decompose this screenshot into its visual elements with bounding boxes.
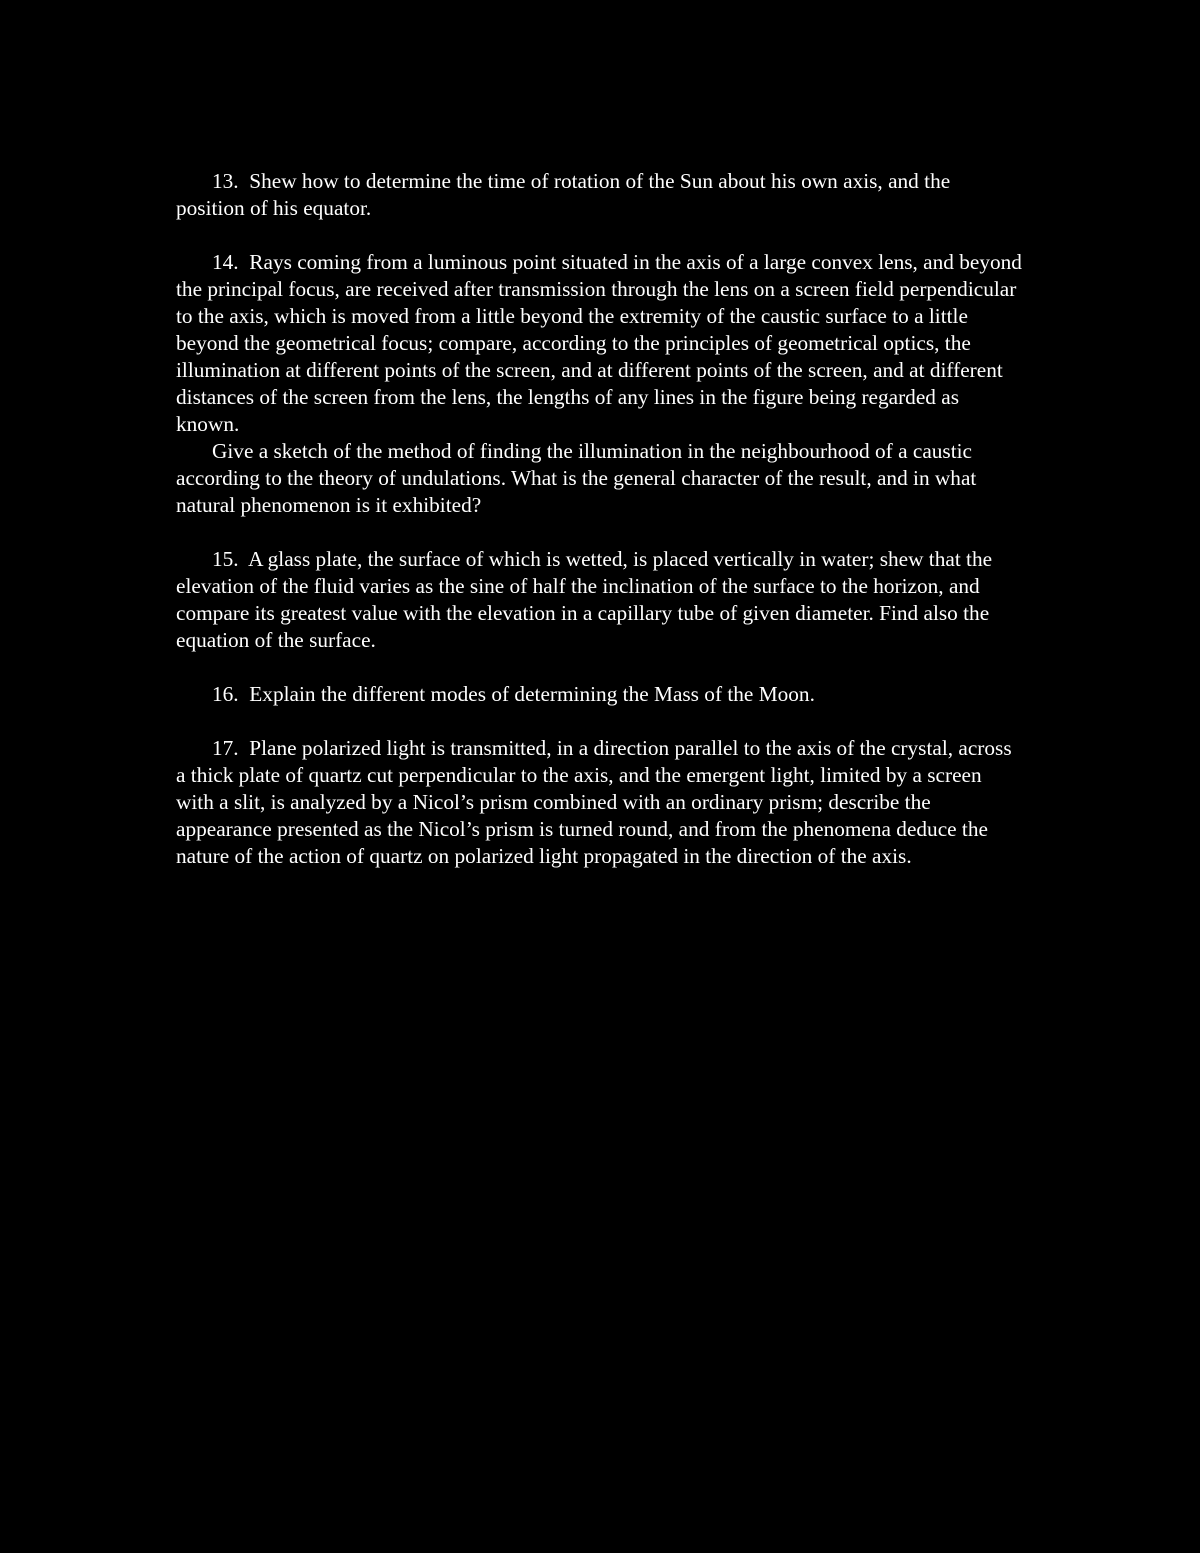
question-paragraph bbox=[176, 546, 1024, 654]
question-text: Give a sketch of the method of finding the illumination in the neighbourhood of a caustic according to the theory of undulations. What is the general character of the result, and in what natural phenomenon is it exhibited? bbox=[176, 439, 977, 517]
question-number: 13. bbox=[212, 169, 239, 193]
question-paragraph bbox=[176, 681, 1024, 708]
question-paragraph bbox=[176, 249, 1024, 438]
question-number: 15. bbox=[212, 547, 239, 571]
question-number: 16. bbox=[212, 682, 239, 706]
question-17 bbox=[176, 735, 1024, 870]
question-paragraph bbox=[176, 735, 1024, 870]
question-text: A glass plate, the surface of which is wetted, is placed vertically in water; shew that the elevation of the fluid varies as the sine of half the inclination of the surface to the horizon, and compare its greatest value with the elevation in a capillary tube of given diameter. Find also the equation of the surface. bbox=[176, 547, 993, 652]
question-15 bbox=[176, 546, 1024, 654]
question-13 bbox=[176, 168, 1024, 222]
question-16 bbox=[176, 681, 1024, 708]
exam-page bbox=[176, 168, 1024, 897]
question-number: 14. bbox=[212, 250, 239, 274]
question-text: Rays coming from a luminous point situated in the axis of a large convex lens, and beyond the principal focus, are received after transmission through the lens on a screen field perpendicular to the axis, which is moved from a little beyond the extremity of the caustic surface to a little beyond the geometrical focus; compare, according to the principles of geometrical optics, the illumination at different points of the screen, and at different points of the screen, and at different distances of the screen from the lens, the lengths of any lines in the figure being regarded as known. bbox=[176, 250, 1022, 436]
question-paragraph bbox=[176, 438, 1024, 519]
question-text: Plane polarized light is transmitted, in a direction parallel to the axis of the crystal, across a thick plate of quartz cut perpendicular to the axis, and the emergent light, limited by a screen with a slit, is analyzed by a Nicol’s prism combined with an ordinary prism; describe the appearance presented as the Nicol’s prism is turned round, and from the phenomena deduce the nature of the action of quartz on polarized light propagated in the direction of the axis. bbox=[176, 736, 1012, 868]
question-text: Shew how to determine the time of rotation of the Sun about his own axis, and the position of his equator. bbox=[176, 169, 951, 220]
question-number: 17. bbox=[212, 736, 239, 760]
question-14 bbox=[176, 249, 1024, 519]
question-paragraph bbox=[176, 168, 1024, 222]
question-text: Explain the different modes of determining the Mass of the Moon. bbox=[249, 682, 815, 706]
